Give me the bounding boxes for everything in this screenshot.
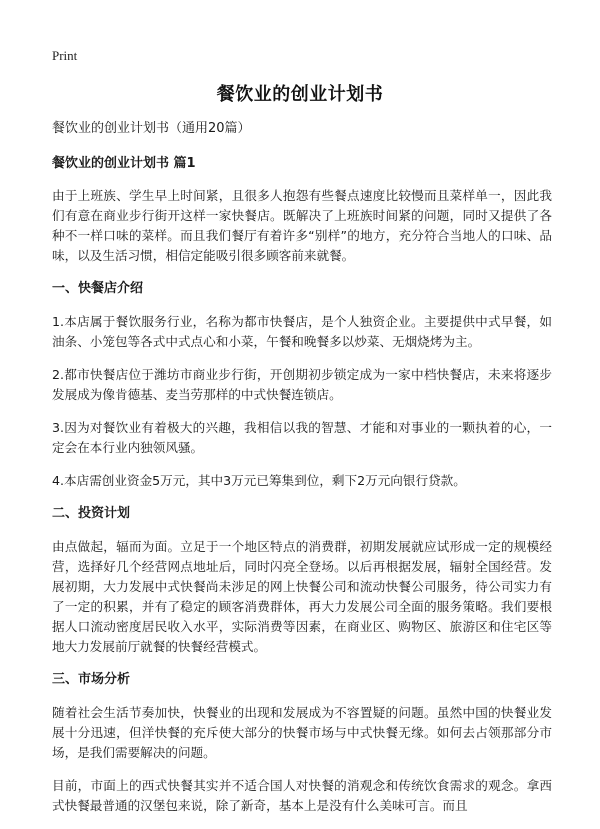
intro-item-2: 2.都市快餐店位于潍坊市商业步行街，开创期初步锁定成为一家中档快餐店，未来将逐步发展成为像肯德基、麦当劳那样的中式快餐连锁店。 (52, 367, 552, 402)
market-paragraph-1: 随着社会生活节奏加快，快餐业的出现和发展成为不容置疑的问题。虽然中国的快餐业发展十分迅速，但洋快餐的充斥使大部分的快餐市场与中式快餐无缘。如何去占领那部分市场，是我们需要解决的问题。 (52, 705, 552, 760)
heading-restaurant-intro: 一、快餐店介绍 (52, 281, 144, 296)
document-body (52, 119, 552, 829)
investment-paragraph: 由点做起，辐而为面。立足于一个地区特点的消费群，初期发展就应试形成一定的规模经营，选择好几个经营网点地址后，同时闪亮全登场。以后再根据发展，辐射全国经营。发展初期，大力发展中式快餐尚未涉足的网上快餐公司和流动快餐公司服务，待公司实力有了一定的积累，并有了稳定的顾客消费群体，再大力发展公司全面的服务策略。我们要根据人口流动密度居民收入水平，实际消费等因素，在商业区、购物区、旅游区和住宅区等地大力发展前厅就餐的快餐经营模式。 (52, 539, 552, 654)
heading-investment-plan: 二、投资计划 (52, 506, 131, 521)
page-title: 餐饮业的创业计划书 (216, 84, 384, 105)
heading-market-analysis: 三、市场分析 (52, 672, 131, 687)
document-subtitle: 餐饮业的创业计划书（通用20篇） (52, 121, 251, 136)
print-link[interactable]: Print (52, 48, 78, 63)
intro-paragraph: 由于上班族、学生早上时间紧，且很多人抱怨有些餐点速度比较慢而且菜样单一，因此我们有意在商业步行街开这样一家快餐店。既解决了上班族时间紧的问题，同时又提供了各种不一样口味的菜样。而且我们餐厅有着许多“别样”的地方，充分符合当地人的口味、品味，以及生活习惯，相信定能吸引很多顾客前来就餐。 (52, 188, 552, 263)
market-paragraph-2: 目前，市面上的西式快餐其实并不适合国人对快餐的消观念和传统饮食需求的观念。拿西式快餐最普通的汉堡包来说，除了新奇，基本上是没有什么美味可言。而且 (52, 778, 552, 813)
intro-item-4: 4.本店需创业资金5万元，其中3万元已筹集到位，剩下2万元向银行贷款。 (52, 473, 466, 488)
section-title: 餐饮业的创业计划书 篇1 (52, 156, 196, 171)
intro-item-3: 3.因为对餐饮业有着极大的兴趣，我相信以我的智慧、才能和对事业的一颗执着的心，一定会在本行业内独领风骚。 (52, 420, 552, 455)
intro-item-1: 1.本店属于餐饮服务行业，名称为都市快餐店，是个人独资企业。主要提供中式早餐，如油条、小笼包等各式中式点心和小菜，午餐和晚餐多以炒菜、无烟烧烤为主。 (52, 314, 552, 349)
